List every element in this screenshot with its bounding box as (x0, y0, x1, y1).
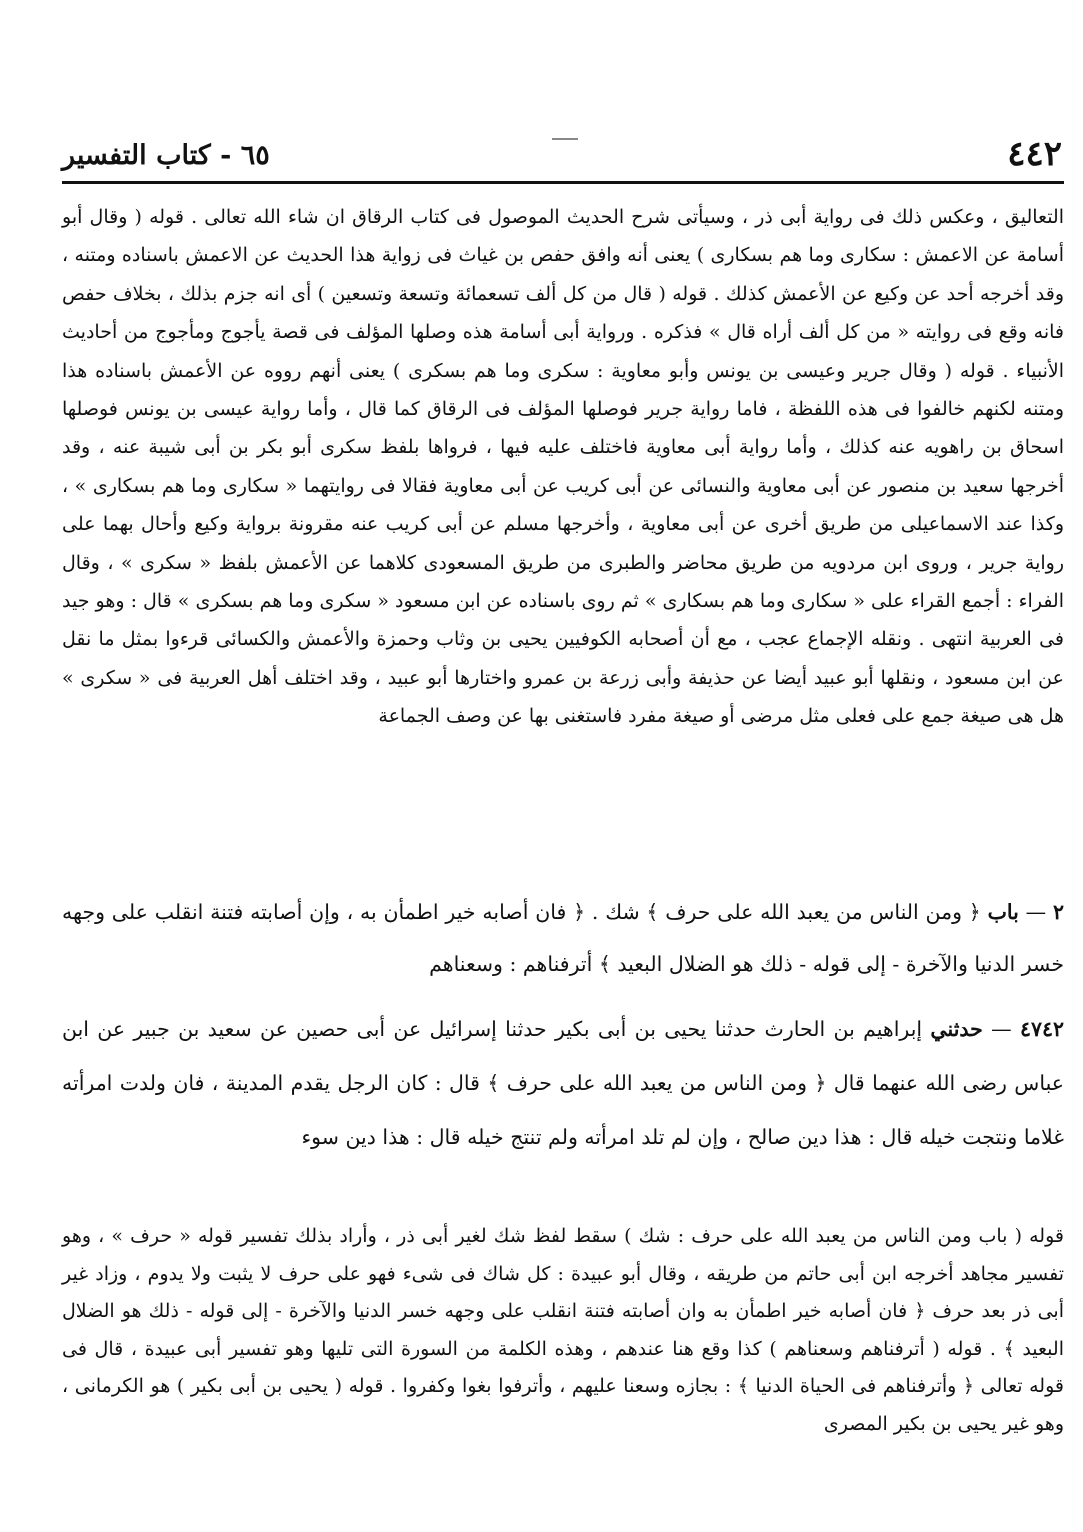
header-ornament (552, 138, 578, 140)
hadith-block: ٤٧٤٢ — حدثني إبراهيم بن الحارث حدثنا يحيى بن أبى بكير حدثنا إسرائيل عن أبى حصين عن سعيد بن جبير عن ابن عباس رضى الله عنهما قال ﴿ ومن الناس من يعبد الله على حرف ﴾ قال : كان الرجل يقدم المدينة ، فان ولدت امرأته غلاما ونتجت خيله قال : هذا دين صالح ، وإن لم تلد امرأته ولم تنتج خيله قال : هذا دين سوء (62, 1017, 1064, 1149)
commentary-block (62, 1218, 1064, 1444)
page-number: ٤٤٢ (1007, 134, 1062, 174)
bab-number: ٢ (1052, 900, 1064, 924)
commentary-block (62, 198, 1064, 736)
commentary-text: التعاليق ، وعكس ذلك فى رواية أبى ذر ، وسيأتى شرح الحديث الموصول فى كتاب الرقاق ان شاء الله تعالى . قوله ( وقال أبو أسامة عن الاعمش : سكارى وما هم بسكارى ) يعنى أنه وافق حفص بن غياث فى زواية هذا الحديث عن الاعمش باسناده ومتنه ، وقد أخرجه أحد عن وكيع عن الأعمش كذلك . قوله ( قال من كل ألف تسعمائة وتسعة وتسعين ) أى انه جزم بذلك ، بخلاف حفص فانه وقع فى روايته « من كل ألف أراه قال » فذكره . ورواية أبى أسامة هذه وصلها المؤلف فى قصة يأجوج ومأجوج من أحاديث الأنبياء . قوله ( وقال جرير وعيسى بن يونس وأبو معاوية : سكرى وما هم بسكرى ) يعنى أنهم رووه عن الأعمش باسناده هذا ومتنه لكنهم خالفوا فى هذه اللفظة ، فاما رواية جرير فوصلها المؤلف فى الرقاق كما قال ، وأما رواية عيسى بن يونس فوصلها اسحاق بن راهويه عنه كذلك ، وأما رواية أبى معاوية فاختلف عليه فيها ، فرواها بلفظ سكرى أبو بكر بن أبى شيبة عنه ، وقد أخرجها سعيد بن منصور عن أبى معاوية والنسائى عن أبى كريب عن أبى معاوية فقالا فى روايتهما « سكارى وما هم بسكارى » ، وكذا عند الاسماعيلى من طريق أخرى عن أبى معاوية ، وأخرجها مسلم عن أبى كريب عنه مقرونة برواية وكيع وأحال بهما على رواية جرير ، وروى ابن مردويه من طريق محاضر والطبرى من طريق المسعودى كلاهما عن الأعمش بلفظ « سكرى » ، وقال الفراء : أجمع القراء على « سكارى وما هم بسكارى » ثم روى باسناده عن ابن مسعود « سكرى وما هم بسكرى » قال : وهو جيد فى العربية انتهى . ونقله الإجماع عجب ، مع أن أصحابه الكوفيين يحيى بن وثاب وحمزة والأعمش والكسائى قرءوا بمثل ما نقل عن ابن مسعود ، ونقلها أبو عبيد أيضا عن حذيفة وأبى زرعة بن عمرو واختارها أبو عبيد ، وقد اختلف أهل العربية فى « سكرى » هل هى صيغة جمع على فعلى مثل مرضى أو صيغة مفرد فاستغنى بها عن وصف الجماعة (62, 206, 1064, 728)
bab-label: باب (987, 900, 1019, 924)
bab-text: ﴿ ومن الناس من يعبد الله على حرف ﴾ شك . ﴿ فان أصابه خير اطمأن به ، وإن أصابته فتنة انقلب على وجهه خسر الدنيا والآخرة - إلى قوله - ذلك هو الضلال البعيد ﴾ أترفناهم : وسعناهم (62, 900, 1064, 976)
header-rule (62, 181, 1064, 184)
page-header (62, 132, 1062, 182)
chapter-title: ٦٥ - كتاب التفسير (62, 140, 270, 171)
hadith-label: حدثني (930, 1017, 983, 1041)
chapter-heading: ٢ — باب ﴿ ومن الناس من يعبد الله على حرف ﴾ شك . ﴿ فان أصابه خير اطمأن به ، وإن أصابته فتنة انقلب على وجهه خسر الدنيا والآخرة - إلى قوله - ذلك هو الضلال البعيد ﴾ أترفناهم : وسعناهم (62, 900, 1064, 976)
commentary-text: قوله ( باب ومن الناس من يعبد الله على حرف : شك ) سقط لفظ شك لغير أبى ذر ، وأراد بذلك تفسير قوله « حرف » ، وهو تفسير مجاهد أخرجه ابن أبى حاتم من طريقه ، وقال أبو عبيدة : كل شاك فى شىء فهو على حرف لا يثبت ولا يدوم ، وزاد غير أبى ذر بعد حرف ﴿ فان أصابه خير اطمأن به وان أصابته فتنة انقلب على وجهه خسر الدنيا والآخرة - إلى قوله - ذلك هو الضلال البعيد ﴾ . قوله ( أترفناهم وسعناهم ) كذا وقع هنا عندهم ، وهذه الكلمة من السورة التى تليها وهو تفسير أبى عبيدة ، قال فى قوله تعالى ﴿ وأترفناهم فى الحياة الدنيا ﴾ : بجازه وسعنا عليهم ، وأترفوا بغوا وكفروا . قوله ( يحيى بن أبى بكير ) هو الكرمانى ، وهو غير يحيى بن بكير المصرى (62, 1225, 1064, 1435)
hadith-number: ٤٧٤٢ (1019, 1017, 1064, 1041)
hadith-text: إبراهيم بن الحارث حدثنا يحيى بن أبى بكير حدثنا إسرائيل عن أبى حصين عن سعيد بن جبير عن ابن عباس رضى الله عنهما قال ﴿ ومن الناس من يعبد الله على حرف ﴾ قال : كان الرجل يقدم المدينة ، فان ولدت امرأته غلاما ونتجت خيله قال : هذا دين صالح ، وإن لم تلد امرأته ولم تنتج خيله قال : هذا دين سوء (62, 1017, 1064, 1149)
